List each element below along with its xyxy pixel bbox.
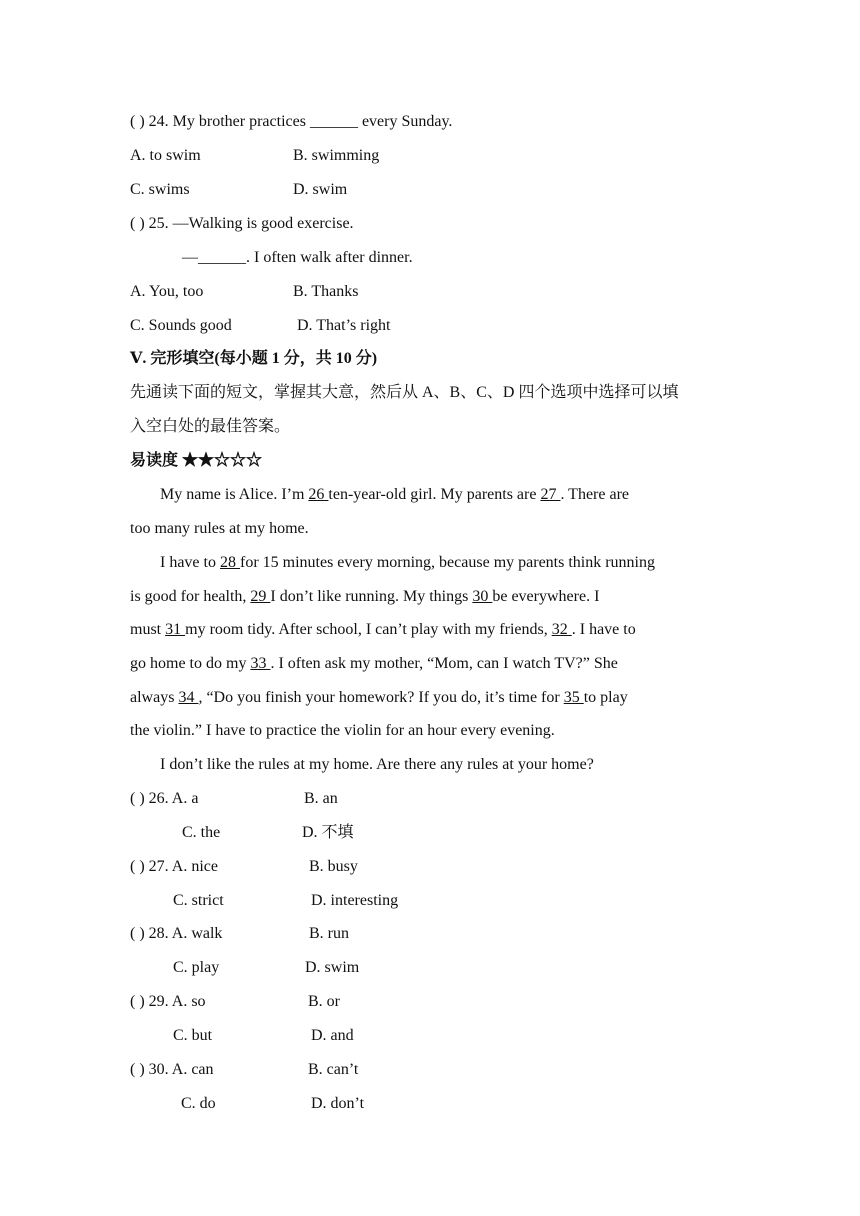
passage-line: must 31 my room tidy. After school, I can’t play with my friends, 32 . I have to bbox=[130, 621, 636, 638]
q25-option-d: D. That’s right bbox=[297, 317, 391, 334]
question-25-stem: ( ) 25. —Walking is good exercise. bbox=[130, 215, 354, 232]
q25-option-b: B. Thanks bbox=[293, 283, 359, 300]
passage-line: too many rules at my home. bbox=[130, 520, 309, 537]
blank-34: 34 bbox=[178, 689, 199, 706]
passage-line: My name is Alice. I’m 26 ten-year-old girl. My parents are 27 . There are bbox=[160, 486, 630, 503]
passage-line: always 34 , “Do you finish your homework? If you do, it’s time for 35 to play bbox=[130, 689, 628, 706]
q24-option-d: D. swim bbox=[293, 181, 348, 198]
section-heading: Ⅴ. 完形填空(每小题 1 分，共 10 分) bbox=[130, 350, 378, 367]
q29-option-c: C. but bbox=[173, 1027, 213, 1044]
blank-26: 26 bbox=[308, 486, 329, 503]
q25-option-a: A. You, too bbox=[130, 283, 204, 300]
q24-option-a: A. to swim bbox=[130, 147, 201, 164]
q28-option-b: B. run bbox=[309, 925, 349, 942]
passage-line: the violin.” I have to practice the violin for an hour every evening. bbox=[130, 722, 555, 739]
passage-line: go home to do my 33 . I often ask my mother, “Mom, can I watch TV?” She bbox=[130, 655, 618, 672]
q25-option-c: C. Sounds good bbox=[130, 317, 232, 334]
q24-option-b: B. swimming bbox=[293, 147, 380, 164]
q26-option-c: C. the bbox=[182, 824, 221, 841]
blank-30: 30 bbox=[472, 588, 493, 605]
q26-option-d: D. 不填 bbox=[302, 824, 354, 841]
q26-option-b: B. an bbox=[304, 790, 338, 807]
blank-27: 27 bbox=[540, 486, 561, 503]
q30-option-b: B. can’t bbox=[308, 1061, 359, 1078]
blank-28: 28 bbox=[219, 554, 240, 571]
q27-option-d: D. interesting bbox=[311, 892, 399, 909]
question-30-stem: ( ) 30. A. can bbox=[130, 1061, 214, 1078]
section-instruction-line2: 入空白处的最佳答案。 bbox=[130, 418, 291, 435]
q29-option-d: D. and bbox=[311, 1027, 354, 1044]
difficulty-rating bbox=[130, 451, 262, 471]
q27-option-c: C. strict bbox=[173, 892, 224, 909]
question-29-stem: ( ) 29. A. so bbox=[130, 993, 206, 1010]
q29-option-b: B. or bbox=[308, 993, 340, 1010]
q30-option-d: D. don’t bbox=[311, 1095, 365, 1112]
q24-option-c: C. swims bbox=[130, 181, 190, 198]
q28-option-d: D. swim bbox=[305, 959, 360, 976]
question-24-stem: ( ) 24. My brother practices ______ every Sunday. bbox=[130, 113, 453, 130]
passage-line: I have to 28 for 15 minutes every morning, because my parents think running bbox=[160, 554, 655, 571]
question-28-stem: ( ) 28. A. walk bbox=[130, 925, 223, 942]
q30-option-c: C. do bbox=[181, 1095, 216, 1112]
section-instruction-line1: 先通读下面的短文，掌握其大意，然后从 A、B、C、D 四个选项中选择可以填 bbox=[130, 384, 679, 401]
blank-31: 31 bbox=[165, 621, 186, 638]
passage-line: is good for health, 29 I don’t like running. My things 30 be everywhere. I bbox=[130, 588, 600, 605]
question-26-stem: ( ) 26. A. a bbox=[130, 790, 199, 807]
q27-option-b: B. busy bbox=[309, 858, 358, 875]
difficulty-label: 易读度 ★★☆☆☆ bbox=[130, 452, 263, 469]
q28-option-c: C. play bbox=[173, 959, 220, 976]
blank-29: 29 bbox=[250, 588, 271, 605]
question-25-response: —______. I often walk after dinner. bbox=[182, 249, 413, 266]
blank-35: 35 bbox=[563, 689, 584, 706]
blank-33: 33 bbox=[250, 655, 271, 672]
question-27-stem: ( ) 27. A. nice bbox=[130, 858, 218, 875]
passage-line: I don’t like the rules at my home. Are there any rules at your home? bbox=[160, 756, 594, 773]
blank-32: 32 bbox=[551, 621, 572, 638]
